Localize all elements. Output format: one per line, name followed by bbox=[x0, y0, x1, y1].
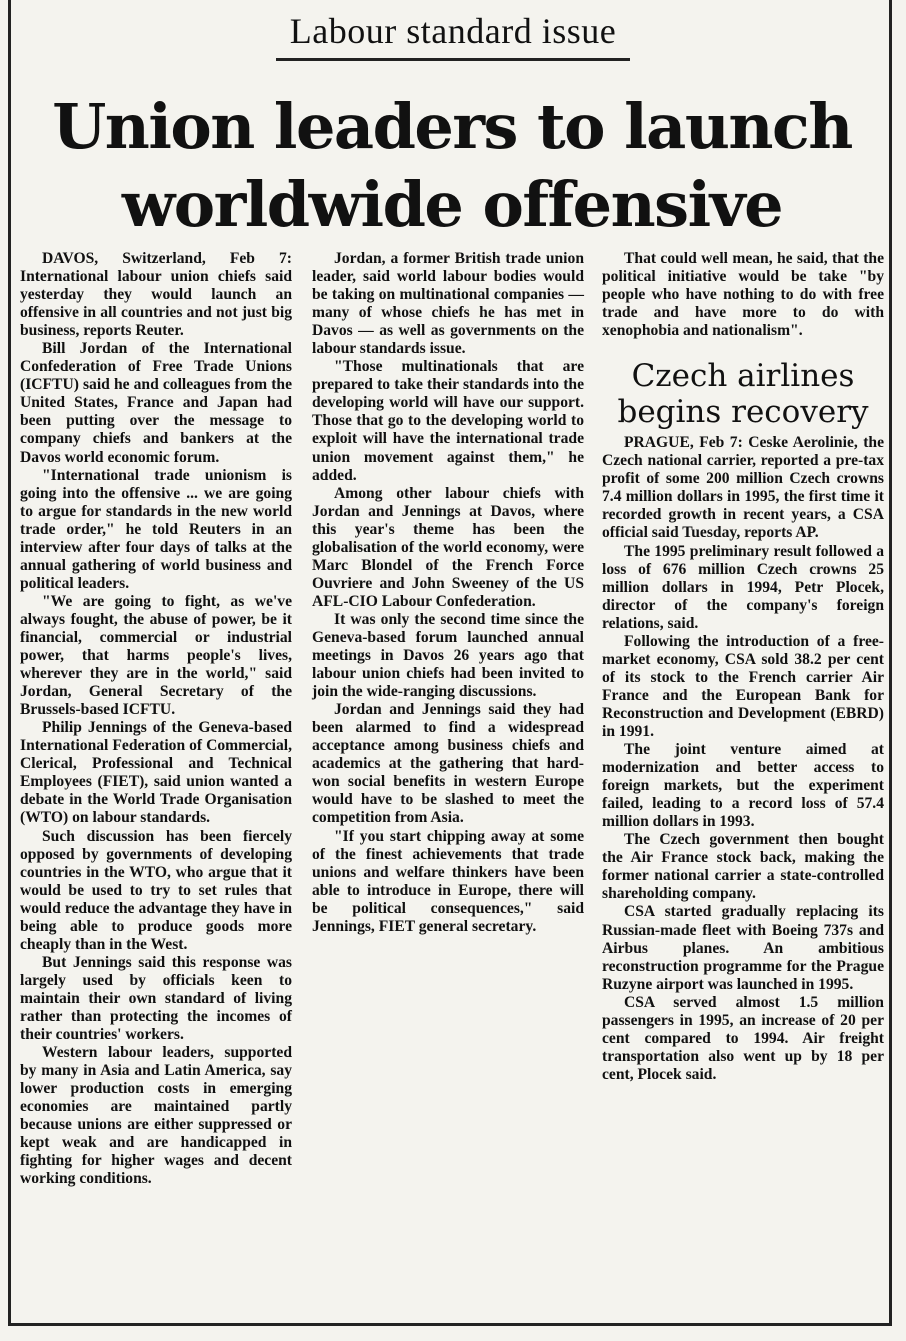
article-paragraph: Bill Jordan of the International Confederation of Free Trade Unions (ICFTU) said he and colleagues from the United States, France and Japan had been putting over the message to company chiefs and bankers at the Davos world economic forum. bbox=[20, 340, 292, 466]
article-paragraph: Following the introduction of a free-market economy, CSA sold 38.2 per cent of its stock to the French carrier Air France and the European Bank for Reconstruction and Development (EBRD) in 1991. bbox=[602, 632, 884, 740]
article-paragraph: DAVOS, Switzerland, Feb 7: International labour union chiefs said yesterday they would launch an offensive in all countries and not just big business, reports Reuter. bbox=[20, 250, 292, 340]
kicker: Labour standard issue bbox=[276, 8, 630, 61]
column-1 bbox=[20, 250, 292, 1188]
column-3 bbox=[602, 250, 884, 1084]
article-paragraph: Among other labour chiefs with Jordan and Jennings at Davos, where this year's theme has been the globalisation of the world economy, were Marc Blondel of the French Force Ouvriere and John Sweeney of the US AFL-CIO Labour Confederation. bbox=[312, 484, 584, 610]
column-2 bbox=[312, 250, 584, 936]
article-paragraph: The Czech government then bought the Air France stock back, making the former national carrier a state-controlled shareholding company. bbox=[602, 831, 884, 903]
article-paragraph: "International trade unionism is going into the offensive ... we are going to argue for standards in the new world trade order," he told Reuters in an interview after four days of talks at the annual gathering of world business and political leaders. bbox=[20, 466, 292, 592]
headline: Union leaders to launch worldwide offensive bbox=[52, 90, 852, 241]
article-paragraph: But Jennings said this response was largely used by officials keen to maintain their own standard of living rather than protecting the incomes of their countries' workers. bbox=[20, 953, 292, 1044]
czech-airlines-headline: Czech airlines begins recovery bbox=[617, 358, 869, 431]
article-paragraph: The 1995 preliminary result followed a loss of 676 million Czech crowns 25 million dollars in 1994, Petr Plocek, director of the company's foreign relations, said. bbox=[602, 542, 884, 632]
article-paragraph: "We are going to fight, as we've always fought, the abuse of power, be it financial, commercial or industrial power, that harms people's lives, wherever they are in the world," said Jordan, General Secretary of the Brussels-based ICFTU. bbox=[20, 592, 292, 719]
article-paragraph: PRAGUE, Feb 7: Ceske Aerolinie, the Czech national carrier, reported a pre-tax profit of some 200 million Czech crowns 7.4 million dollars in 1995, the first time it recorded growth in recent years, a CSA official said Tuesday, reports AP. bbox=[602, 434, 884, 542]
article-paragraph: CSA started gradually replacing its Russian-made fleet with Boeing 737s and Airbus planes. An ambitious reconstruction programme for the Prague Ruzyne airport was launched in 1995. bbox=[602, 903, 884, 993]
article-paragraph: Such discussion has been fiercely opposed by governments of developing countries in the WTO, who argue that it would be used to try to set rules that would reduce the advantage they have in being able to produce goods more cheaply than in the West. bbox=[20, 827, 292, 953]
article-paragraph: Philip Jennings of the Geneva-based International Federation of Commercial, Clerical, Professional and Technical Employees (FIET), said union wanted a debate in the World Trade Organisation (WTO) on labour standards. bbox=[20, 719, 292, 827]
article-paragraph: That could well mean, he said, that the political initiative would be take "by people who have nothing to do with free trade and have more to do with xenophobia and nationalism". bbox=[602, 250, 884, 340]
article-paragraph: Western labour leaders, supported by many in Asia and Latin America, say lower production costs in emerging economies are maintained partly because unions are either suppressed or kept weak and are handicapped in fighting for higher wages and decent working conditions. bbox=[20, 1044, 292, 1188]
kicker-wrap bbox=[0, 8, 906, 61]
article-paragraph: Jordan and Jennings said they had been alarmed to find a widespread acceptance among business chiefs and academics at the gathering that hard-won social benefits in western Europe would have to be slashed to meet the competition from Asia. bbox=[312, 701, 584, 827]
article-paragraph: The joint venture aimed at modernization and better access to foreign markets, but the experiment failed, leading to a record loss of 57.4 million dollars in 1993. bbox=[602, 741, 884, 831]
article-paragraph: "If you start chipping away at some of the finest achievements that trade unions and welfare thinkers have been able to introduce in Europe, there will be political consequences," said Jennings, FIET general secretary. bbox=[312, 827, 584, 935]
article-paragraph: It was only the second time since the Geneva-based forum launched annual meetings in Davos 26 years ago that labour union chiefs had been invited to join the wide-ranging discussions. bbox=[312, 610, 584, 701]
article-paragraph: "Those multinationals that are prepared to take their standards into the developing world will have our support. Those that go to the developing world to exploit will have the international trade union movement against them," he added. bbox=[312, 358, 584, 484]
article-paragraph: Jordan, a former British trade union leader, said world labour bodies would be taking on multinational companies — many of whose chiefs he has met in Davos — as well as governments on the labour standards issue. bbox=[312, 250, 584, 358]
article-paragraph: CSA served almost 1.5 million passengers in 1995, an increase of 20 per cent compared to 1994. Air freight transportation also went up by 18 per cent, Plocek said. bbox=[602, 993, 884, 1083]
